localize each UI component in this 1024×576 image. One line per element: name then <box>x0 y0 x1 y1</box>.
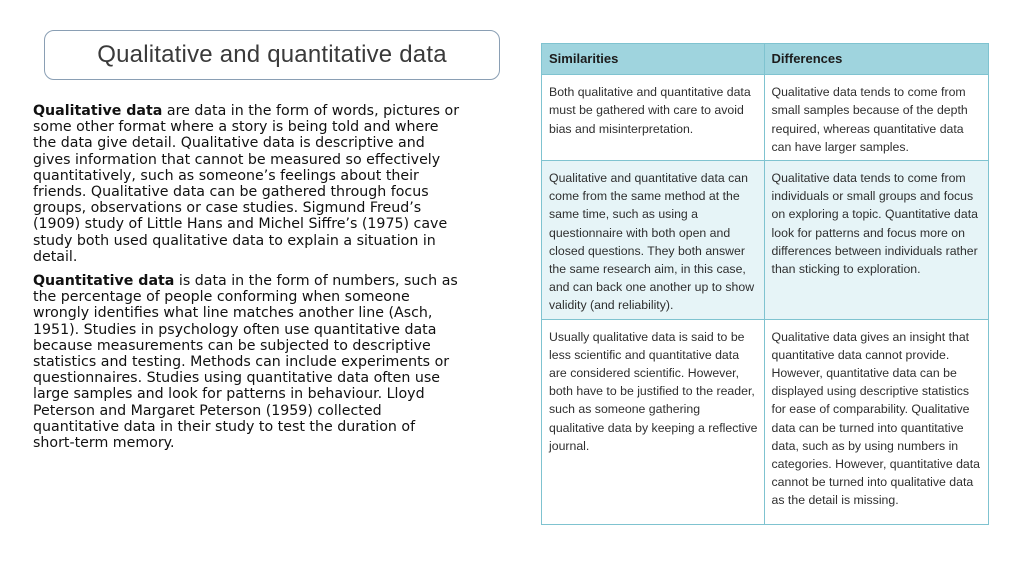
header-differences: Differences <box>764 44 988 75</box>
quantitative-term: Quantitative data <box>33 273 175 290</box>
body-text <box>33 103 461 459</box>
header-similarities: Similarities <box>542 44 765 75</box>
qualitative-paragraph <box>33 103 461 265</box>
qualitative-term: Qualitative data <box>33 103 163 119</box>
similarity-cell: Qualitative and quantitative data can come from the same method at the same time, such as using a questionnaire with both open and closed questions. They both answer the same research aim, in this case, and can back one another up to show validity (and reliability). <box>542 161 765 320</box>
difference-cell: Qualitative data tends to come from small samples because of the depth required, whereas quantitative data can have larger samples. <box>764 75 988 161</box>
title-box <box>44 30 500 80</box>
table-header-row <box>542 44 989 75</box>
quantitative-paragraph <box>33 273 461 451</box>
table-row <box>542 319 989 524</box>
difference-cell: Qualitative data tends to come from individuals or small groups and focus on exploring a topic. Quantitative data look for patterns and focus more on differences between individuals rather than sticking to exploration. <box>764 161 988 320</box>
similarity-cell: Usually qualitative data is said to be less scientific and quantitative data are considered scientific. However, both have to be justified to the reader, such as someone gathering qualitative data by keeping a reflective journal. <box>542 319 765 524</box>
difference-cell: Qualitative data gives an insight that quantitative data cannot provide. However, quantitative data can be displayed using descriptive statistics for ease of comparability. Qualitative data can be turned into quantitative data, such as by using numbers in categories. However, quantitative data cannot be turned into qualitative data as the detail is missing. <box>764 319 988 524</box>
qualitative-text: are data in the form of words, pictures or some other format where a story is being told and where the data give detail. Qualitative data is descriptive and gives information that cannot be measured so effectively quantitatively, such as someone’s feelings about their friends. Qualitative data can be gathered through focus groups, observations or case studies. Sigmund Freud’s (1909) study of Little Hans and Michel Siffre’s (1975) cave study both used qualitative data to explain a situation in detail. <box>33 103 460 265</box>
table-row <box>542 75 989 161</box>
comparison-table <box>541 43 989 525</box>
page-title: Qualitative and quantitative data <box>97 41 447 68</box>
quantitative-text: is data in the form of numbers, such as the percentage of people conforming when someone wrongly identifies what line matches another line (Asch, 1951). Studies in psychology often use quantitative data because measurements can be subjected to descriptive statistics and testing. Methods can include experiments or questionnaires. Studies using quantitative data often use large samples and look for patterns in behaviour. Lloyd Peterson and Margaret Peterson (1959) collected quantitative data in their study to test the duration of short-term memory. <box>33 273 458 452</box>
table-row <box>542 161 989 320</box>
similarity-cell: Both qualitative and quantitative data must be gathered with care to avoid bias and misinterpretation. <box>542 75 765 161</box>
